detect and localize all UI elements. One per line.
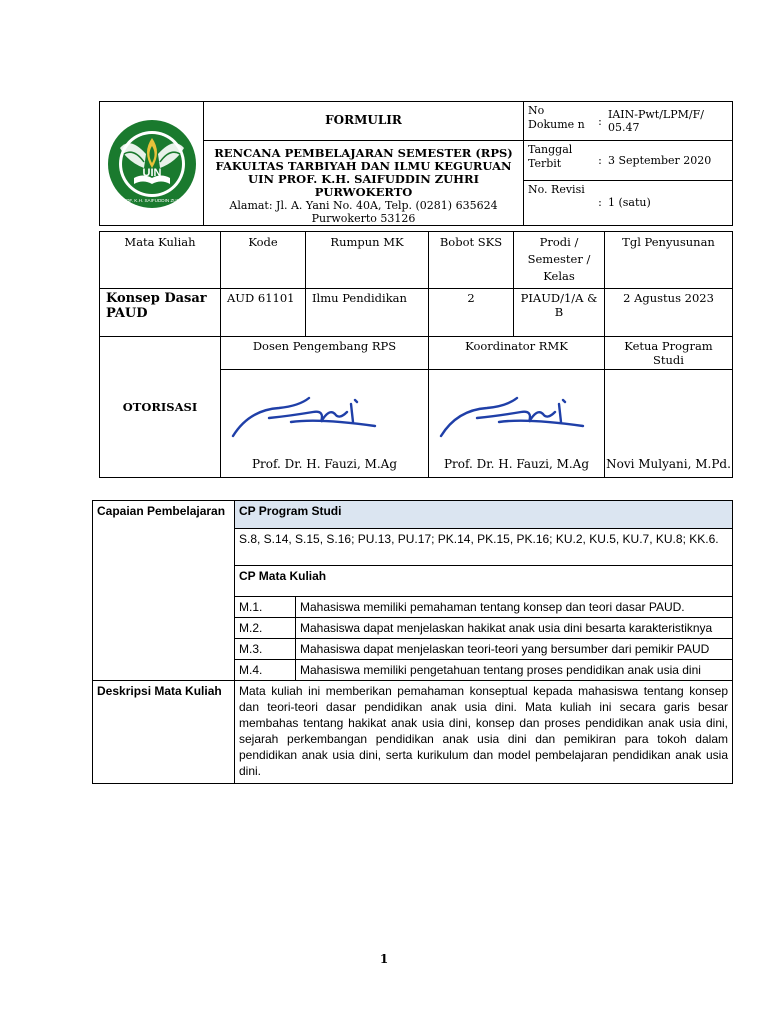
- cp-item-text: Mahasiswa dapat menjelaskan hakikat anak usia dini besarta karakteristiknya: [296, 618, 733, 639]
- value-bobot: 2: [429, 289, 514, 337]
- cp-item-code: M.4.: [235, 660, 296, 681]
- cp-prodi-title: CP Program Studi: [235, 501, 733, 529]
- cp-item-text: Mahasiswa memiliki pemahaman tentang konsep dan teori dasar PAUD.: [296, 597, 733, 618]
- sig-box-koordinator: [429, 370, 605, 478]
- header-rumpun: Rumpun MK: [306, 232, 429, 289]
- value-rumpun: Ilmu Pendidikan: [306, 289, 429, 337]
- svg-text:PROF. K.H. SAIFUDDIN ZUHRI: PROF. K.H. SAIFUDDIN ZUHRI: [118, 197, 185, 203]
- course-info-table: [99, 231, 733, 478]
- signature-koordinator: [437, 388, 587, 448]
- header-mata-kuliah: Mata Kuliah: [100, 232, 221, 289]
- revision-value: 1 (satu): [606, 180, 733, 225]
- sig-name-ketua: Novi Mulyani, M.Pd.: [606, 457, 731, 471]
- svg-text:UIN: UIN: [142, 166, 161, 179]
- sig-box-ketua: [605, 370, 733, 478]
- page-number: 1: [379, 952, 389, 966]
- sig-name-koordinator: Prof. Dr. H. Fauzi, M.Ag: [443, 457, 590, 471]
- capaian-label: Capaian Pembelajaran: [93, 501, 235, 681]
- formulir-title: FORMULIR: [325, 113, 402, 127]
- date-value: 3 September 2020: [606, 141, 733, 181]
- cp-prodi-text: S.8, S.14, S.15, S.16; PU.13, PU.17; PK.14, PK.15, PK.16; KU.2, KU.5, KU.7, KU.8; KK.6.: [235, 529, 733, 566]
- sig-box-dosen: [221, 370, 429, 478]
- cp-item-code: M.1.: [235, 597, 296, 618]
- revision-colon: :: [594, 180, 606, 225]
- revision-label: No. Revisi: [524, 180, 595, 225]
- value-kode: AUD 61101: [221, 289, 306, 337]
- value-prodi: PIAUD/1/A & B: [514, 289, 605, 337]
- value-tgl: 2 Agustus 2023: [605, 289, 733, 337]
- rps-title: RENCANA PEMBELAJARAN SEMESTER (RPS): [214, 146, 513, 160]
- address-line1: Alamat: Jl. A. Yani No. 40A, Telp. (0281) 635624: [229, 199, 498, 212]
- logo-cell: [100, 102, 204, 226]
- deskripsi-text: Mata kuliah ini memberikan pemahaman konseptual kepada mahasiswa tentang konsep dan teori-teori dasar pendidikan anak usia dini. Mata kuliah ini secara garis besar membahas tentang hakikat anak usia dini, konsep dan proses pendidikan anak usia dini, sejarah perkembangan pendidikan anak usia dini dan pemikiran para tokoh dalam pendidikan anak usia dini, serta kurikulum dan model pembelajaran pendidikan anak usia dini.: [235, 681, 733, 784]
- date-colon: :: [594, 141, 606, 181]
- otorisasi-label: OTORISASI: [100, 337, 221, 478]
- header-bobot: Bobot SKS: [429, 232, 514, 289]
- header-prodi: Prodi / Semester / Kelas: [514, 232, 605, 289]
- cp-mk-title: CP Mata Kuliah: [235, 566, 733, 597]
- university-logo: [106, 118, 198, 210]
- faculty-name: FAKULTAS TARBIYAH DAN ILMU KEGURUAN: [215, 159, 512, 173]
- address-line2: Purwokerto 53126: [311, 212, 416, 225]
- doc-no-colon: :: [594, 102, 606, 141]
- cp-item-code: M.2.: [235, 618, 296, 639]
- rps-title-cell: [204, 141, 524, 226]
- cp-item-code: M.3.: [235, 639, 296, 660]
- formulir-title-cell: [204, 102, 524, 141]
- doc-no-label: No Dokume n: [524, 102, 595, 141]
- document-header: [99, 101, 733, 226]
- header-kode: Kode: [221, 232, 306, 289]
- university-name: UIN PROF. K.H. SAIFUDDIN ZUHRI PURWOKERTO: [248, 172, 479, 199]
- cp-item-text: Mahasiswa dapat menjelaskan teori-teori yang bersumber dari pemikir PAUD: [296, 639, 733, 660]
- deskripsi-label: Deskripsi Mata Kuliah: [93, 681, 235, 784]
- date-label: Tanggal Terbit: [524, 141, 595, 181]
- sig-header-dosen: Dosen Pengembang RPS: [221, 337, 429, 370]
- sig-name-dosen: Prof. Dr. H. Fauzi, M.Ag: [251, 457, 398, 471]
- sig-header-ketua: Ketua Program Studi: [605, 337, 733, 370]
- cp-item-text: Mahasiswa memiliki pengetahuan tentang proses pendidikan anak usia dini: [296, 660, 733, 681]
- sig-header-koordinator: Koordinator RMK: [429, 337, 605, 370]
- doc-no-value: IAIN-Pwt/LPM/F/ 05.47: [606, 102, 733, 141]
- learning-outcomes-table: [92, 500, 733, 784]
- signature-dosen: [229, 388, 379, 448]
- header-tgl: Tgl Penyusunan: [605, 232, 733, 289]
- value-mata-kuliah: Konsep Dasar PAUD: [100, 289, 221, 337]
